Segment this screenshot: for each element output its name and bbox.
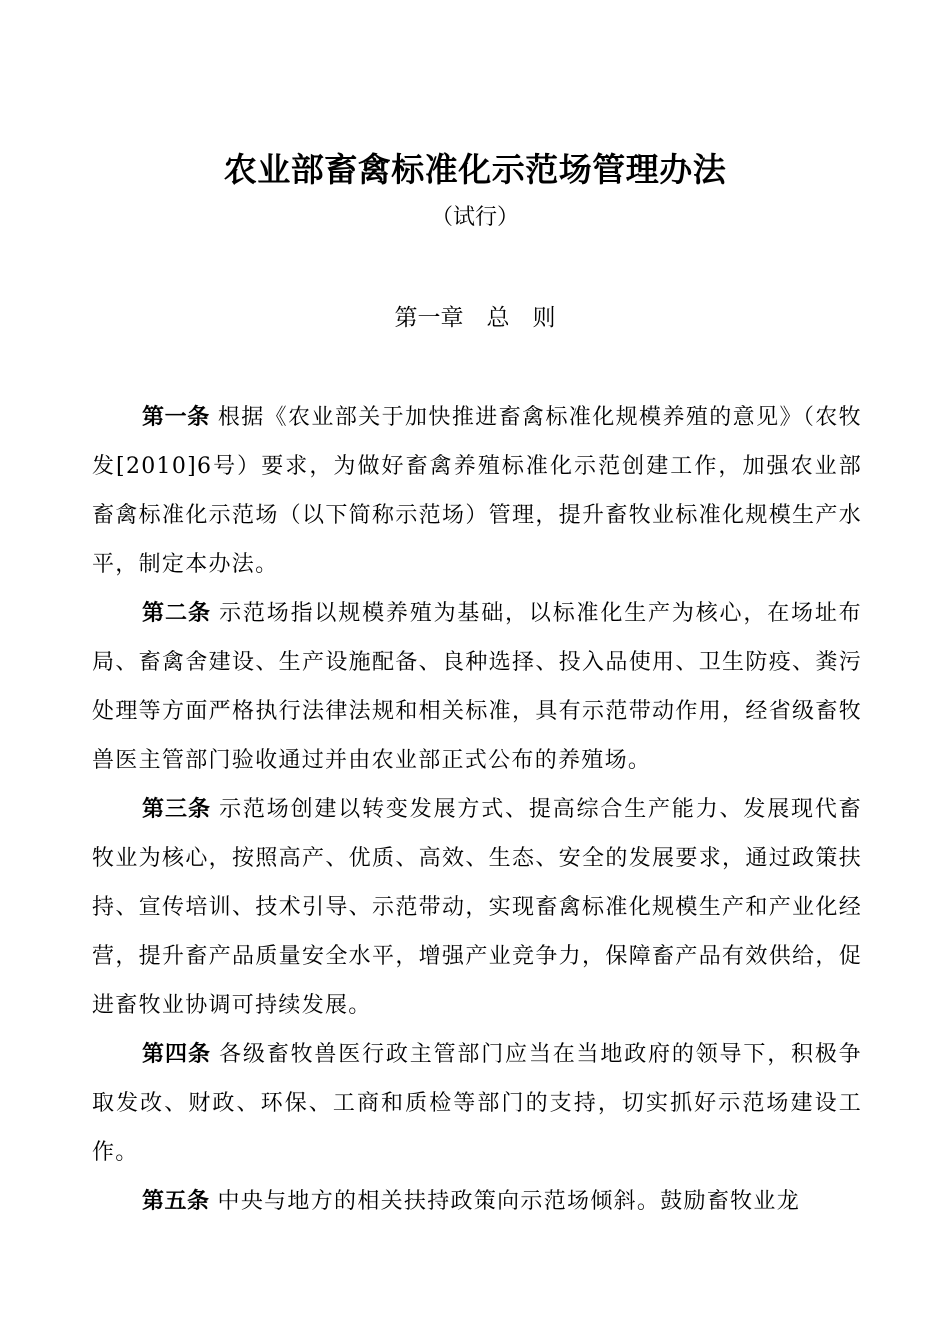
article-4: [92, 1030, 862, 1177]
article-text: 示范场指以规模养殖为基础，以标准化生产为核心，在场址布局、畜禽舍建设、生产设施配备、良种选择、投入品使用、卫生防疫、粪污处理等方面严格执行法律法规和相关标准，具有示范带动作用，经省级畜牧兽医主管部门验收通过并由农业部正式公布的养殖场。: [92, 601, 862, 773]
article-3: [92, 785, 862, 1030]
article-label: 第五条: [142, 1189, 210, 1214]
article-label: 第三条: [142, 797, 212, 822]
article-text: 示范场创建以转变发展方式、提高综合生产能力、发展现代畜牧业为核心，按照高产、优质、高效、生态、安全的发展要求，通过政策扶持、宣传培训、技术引导、示范带动，实现畜禽标准化规模生产和产业化经营，提升畜产品质量安全水平，增强产业竞争力，保障畜产品有效供给，促进畜牧业协调可持续发展。: [92, 797, 862, 1018]
article-label: 第四条: [142, 1042, 212, 1067]
article-text: 根据《农业部关于加快推进畜禽标准化规模养殖的意见》（农牧发[2010]6号）要求，为做好畜禽养殖标准化示范创建工作，加强农业部畜禽标准化示范场（以下简称示范场）管理，提升畜牧业标准化规模生产水平，制定本办法。: [92, 405, 862, 577]
article-label: 第二条: [142, 601, 212, 626]
article-label: 第一条: [142, 405, 210, 430]
article-text: 中央与地方的相关扶持政策向示范场倾斜。鼓励畜牧业龙: [217, 1189, 801, 1214]
document-subtitle: （试行）: [430, 205, 519, 230]
chapter-heading: 第一章 总 则: [394, 305, 556, 331]
document-title: 农业部畜禽标准化示范场管理办法: [223, 150, 727, 189]
document-body: [92, 393, 862, 1226]
article-1: [92, 393, 862, 589]
article-5: [92, 1177, 862, 1226]
article-2: [92, 589, 862, 785]
article-text: 各级畜牧兽医行政主管部门应当在当地政府的领导下，积极争取发改、财政、环保、工商和质检等部门的支持，切实抓好示范场建设工作。: [92, 1042, 862, 1165]
